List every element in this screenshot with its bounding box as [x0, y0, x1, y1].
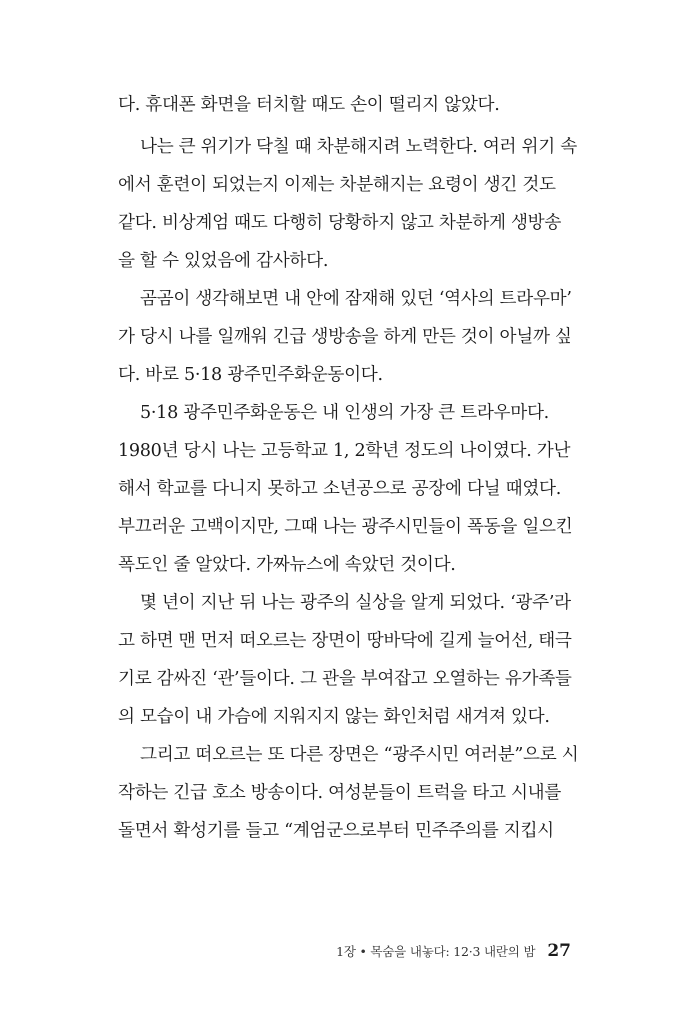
text-line: 고 하면 맨 먼저 떠오르는 장면이 땅바닥에 길게 늘어선, 태극 [118, 631, 572, 651]
text-line: 몇 년이 지난 뒤 나는 광주의 실상을 알게 되었다. ‘광주’라 [140, 593, 571, 613]
text-line: 의 모습이 내 가슴에 지워지지 않는 화인처럼 새겨져 있다. [118, 707, 550, 727]
text-line: 기로 감싸진 ‘관’들이다. 그 관을 부여잡고 오열하는 유가족들 [118, 669, 572, 689]
page-footer [336, 936, 571, 966]
text-line: 다. 휴대폰 화면을 터치할 때도 손이 떨리지 않았다. [118, 95, 500, 115]
text-line: 1980년 당시 나는 고등학교 1, 2학년 정도의 나이였다. 가난 [118, 441, 571, 461]
page-number: 27 [547, 941, 571, 961]
text-line: 해서 학교를 다니지 못하고 소년공으로 공장에 다닐 때였다. [118, 479, 562, 499]
text-line: 돌면서 확성기를 들고 “계엄군으로부터 민주주의를 지킵시 [118, 821, 554, 841]
text-line: 같다. 비상계엄 때도 다행히 당황하지 않고 차분하게 생방송 [118, 213, 562, 233]
text-line: 가 당시 나를 일깨워 긴급 생방송을 하게 만든 것이 아닐까 싶 [118, 327, 572, 347]
text-line: 그리고 떠오르는 또 다른 장면은 “광주시민 여러분”으로 시 [140, 745, 579, 765]
text-line: 다. 바로 5·18 광주민주화운동이다. [118, 365, 383, 385]
text-line: 부끄러운 고백이지만, 그때 나는 광주시민들이 폭동을 일으킨 [118, 517, 573, 537]
text-line: 에서 훈련이 되었는지 이제는 차분해지는 요령이 생긴 것도 [118, 175, 556, 195]
text-line: 을 할 수 있었음에 감사하다. [118, 251, 329, 271]
text-line: 폭도인 줄 알았다. 가짜뉴스에 속았던 것이다. [118, 555, 456, 575]
running-head: 1장 • 목숨을 내놓다: 12·3 내란의 밤 [336, 944, 536, 959]
text-line: 곰곰이 생각해보면 내 안에 잠재해 있던 ‘역사의 트라우마’ [140, 289, 572, 309]
text-line: 5·18 광주민주화운동은 내 인생의 가장 큰 트라우마다. [140, 403, 549, 423]
text-line: 작하는 긴급 호소 방송이다. 여성분들이 트럭을 타고 시내를 [118, 783, 562, 803]
text-line: 나는 큰 위기가 닥칠 때 차분해지려 노력한다. 여러 위기 속 [140, 137, 577, 157]
